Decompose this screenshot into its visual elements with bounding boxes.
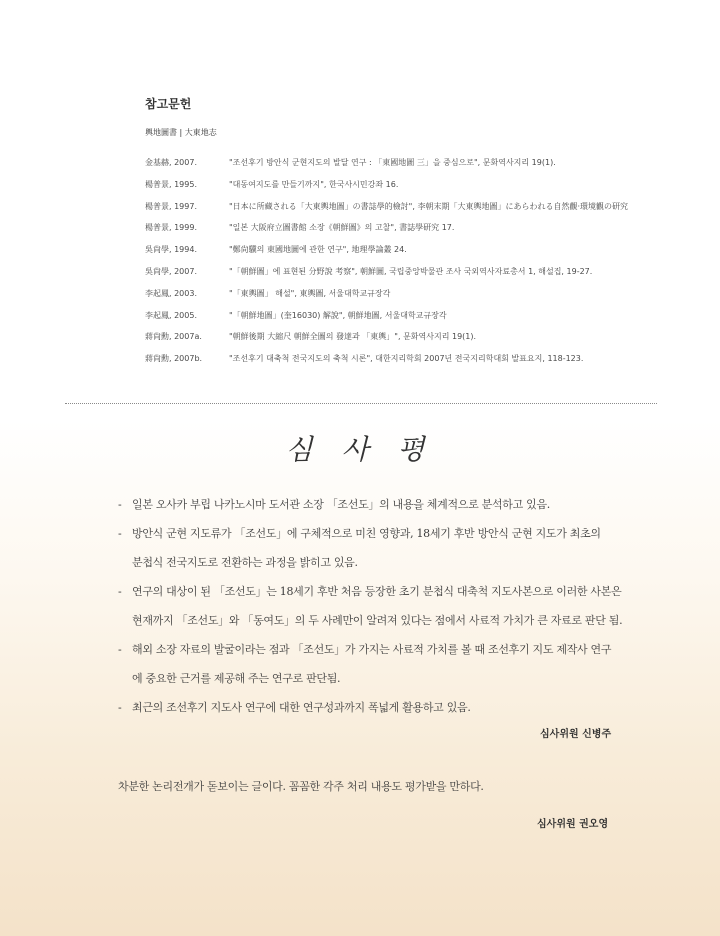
review-comments-list (118, 490, 658, 722)
reference-entry (145, 223, 645, 245)
reference-entry (145, 311, 645, 333)
reference-title: "「朝鮮地圖」(奎16030) 解說", 朝鮮地圖, 서울대학교규장각 (229, 310, 447, 320)
references-heading: 참고문헌 (145, 97, 192, 111)
references-list (145, 158, 645, 376)
reference-author: 吳尙學, 2007. (145, 266, 197, 276)
reviewer-signature: 심사위원 권오영 (537, 819, 609, 830)
reference-entry (145, 332, 645, 354)
reference-author: 楊普景, 1999. (145, 223, 197, 233)
dash-bullet: - (118, 585, 122, 598)
reference-author: 楊普景, 1997. (145, 201, 197, 211)
reference-author: 金基赫, 2007. (145, 158, 197, 167)
reference-author: 蔣尙勳, 2007b. (145, 354, 203, 364)
reference-title: "「朝鮮圖」에 표현된 分野說 考察", 朝鮮圖, 국립중앙박물관 조사 국외역사자료총서 1, 해설집, 19-27. (229, 266, 593, 276)
review-comment (118, 693, 658, 722)
references-category: 輿地圖書 | 大東地志 (145, 128, 217, 137)
review-comment (118, 577, 658, 635)
review-comment-line: 일본 오사카 부립 나카노시마 도서관 소장 「조선도」의 내용을 체계적으로 분석하고 있음. (132, 498, 550, 511)
review-comment-line: 에 중요한 근거를 제공해 주는 연구로 판단됨. (132, 672, 341, 685)
reference-entry (145, 267, 645, 289)
dash-bullet: - (118, 643, 122, 656)
review-second-comment: 차분한 논리전개가 돋보이는 글이다. 꼼꼼한 각주 처리 내용도 평가받을 만하다. (118, 780, 484, 793)
reference-title: "日本に所藏される「大東輿地圖」の書誌學的檢討", 李朝末期「大東輿地圖」にあらわれる自然觀·環境觀の研究 (229, 201, 628, 211)
reference-entry (145, 180, 645, 202)
dash-bullet: - (118, 527, 122, 540)
section-divider (65, 403, 657, 404)
review-comment-line: 최근의 조선후기 지도사 연구에 대한 연구성과까지 폭넓게 활용하고 있음. (132, 701, 471, 714)
reference-author: 吳尙學, 1994. (145, 245, 197, 255)
reference-entry (145, 354, 645, 376)
reference-title: "朝鮮後期 大縮尺 朝鮮全圖의 發達과 「東輿」", 문화역사지리 19(1). (229, 332, 477, 342)
review-comment-line: 분첩식 전국지도로 전환하는 과정을 밝히고 있음. (132, 556, 358, 569)
reviewer-signature: 심사위원 신병주 (540, 729, 612, 740)
reference-entry (145, 202, 645, 224)
reference-title: "대동여지도를 만들기까지", 한국사시민강좌 16. (229, 179, 399, 189)
reference-author: 李起鳳, 2005. (145, 310, 197, 320)
reference-entry (145, 245, 645, 267)
review-title: 심 사 평 (285, 433, 435, 466)
review-comment-line: 연구의 대상이 된 「조선도」는 18세기 후반 처음 등장한 초기 분첩식 대축척 지도사본으로 이러한 사본은 (132, 585, 622, 598)
review-comment (118, 519, 658, 577)
dash-bullet: - (118, 498, 122, 511)
reference-title: "조선후기 방안식 군현지도의 발달 연구 : 「東國地圖 三」을 중심으로", 문화역사지리 19(1). (229, 158, 556, 167)
reference-title: "「東輿圖」 해설", 東輿圖, 서울대학교규장각 (229, 288, 391, 298)
dash-bullet: - (118, 701, 122, 714)
reference-author: 楊普景, 1995. (145, 179, 197, 189)
reference-title: "鄭尙驥의 東國地圖에 관한 연구", 地理學論叢 24. (229, 245, 407, 255)
review-comment-line: 방안식 군현 지도류가 「조선도」에 구체적으로 미친 영향과, 18세기 후반 방안식 군현 지도가 최초의 (132, 527, 601, 540)
reference-title: "일본 大阪府立圖書館 소장《朝鮮圖》의 고찰", 書誌學研究 17. (229, 223, 455, 233)
review-comment-line: 해외 소장 자료의 발굴이라는 점과 「조선도」가 가지는 사료적 가치를 볼 때 조선후기 지도 제작사 연구 (132, 643, 612, 656)
reference-author: 李起鳳, 2003. (145, 288, 197, 298)
review-comment-line: 현재까지 「조선도」와 「동여도」의 두 사례만이 알려져 있다는 점에서 사료적 가치가 큰 자료로 판단 됨. (132, 614, 623, 627)
review-comment (118, 635, 658, 693)
reference-author: 蔣尙勳, 2007a. (145, 332, 202, 342)
reference-title: "조선후기 대축척 전국지도의 축척 시론", 대한지리학회 2007년 전국지리학대회 발표요지, 118-123. (229, 354, 584, 364)
reference-entry (145, 158, 645, 180)
review-comment (118, 490, 658, 519)
reference-entry (145, 289, 645, 311)
